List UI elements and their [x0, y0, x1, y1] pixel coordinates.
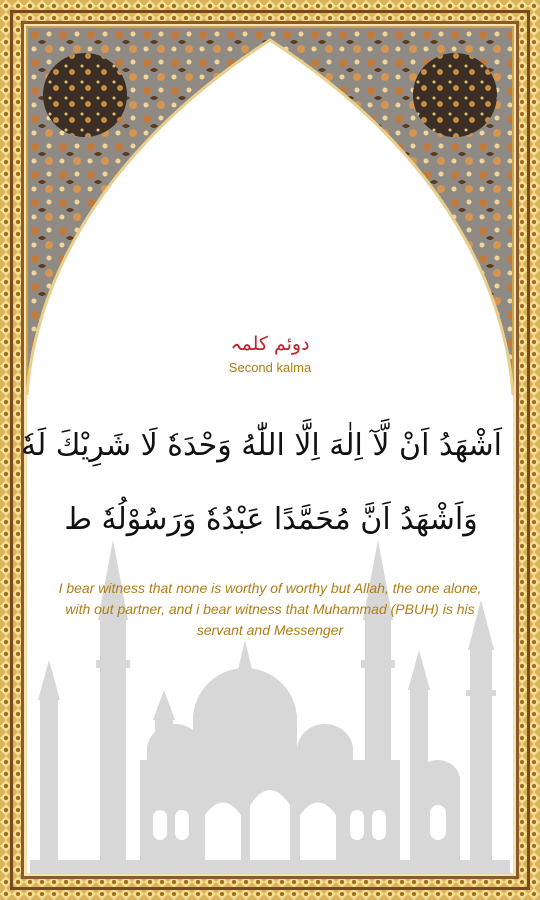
- arabic-text-line-2: وَاَشْهَدُ اَنَّ مُحَمَّدًا عَبْدُهٗ وَرَسُوْلُهٗ ط: [64, 502, 478, 537]
- arabic-text-line-1: اَشْهَدُ اَنْ لَّآ اِلٰهَ اِلَّا اللّٰهُ وَحْدَهٗ لَا شَرِيْكَ لَهٗ: [21, 428, 502, 463]
- translation-text: I bear witness that none is worthy of worthy but Allah, the one alone, with out partner, and i bear witness that Muhammad (PBUH) is his servant and Messenger: [58, 580, 482, 638]
- page-title-urdu: دوئم کلمہ: [230, 333, 310, 355]
- page-title-english: Second kalma: [228, 360, 312, 375]
